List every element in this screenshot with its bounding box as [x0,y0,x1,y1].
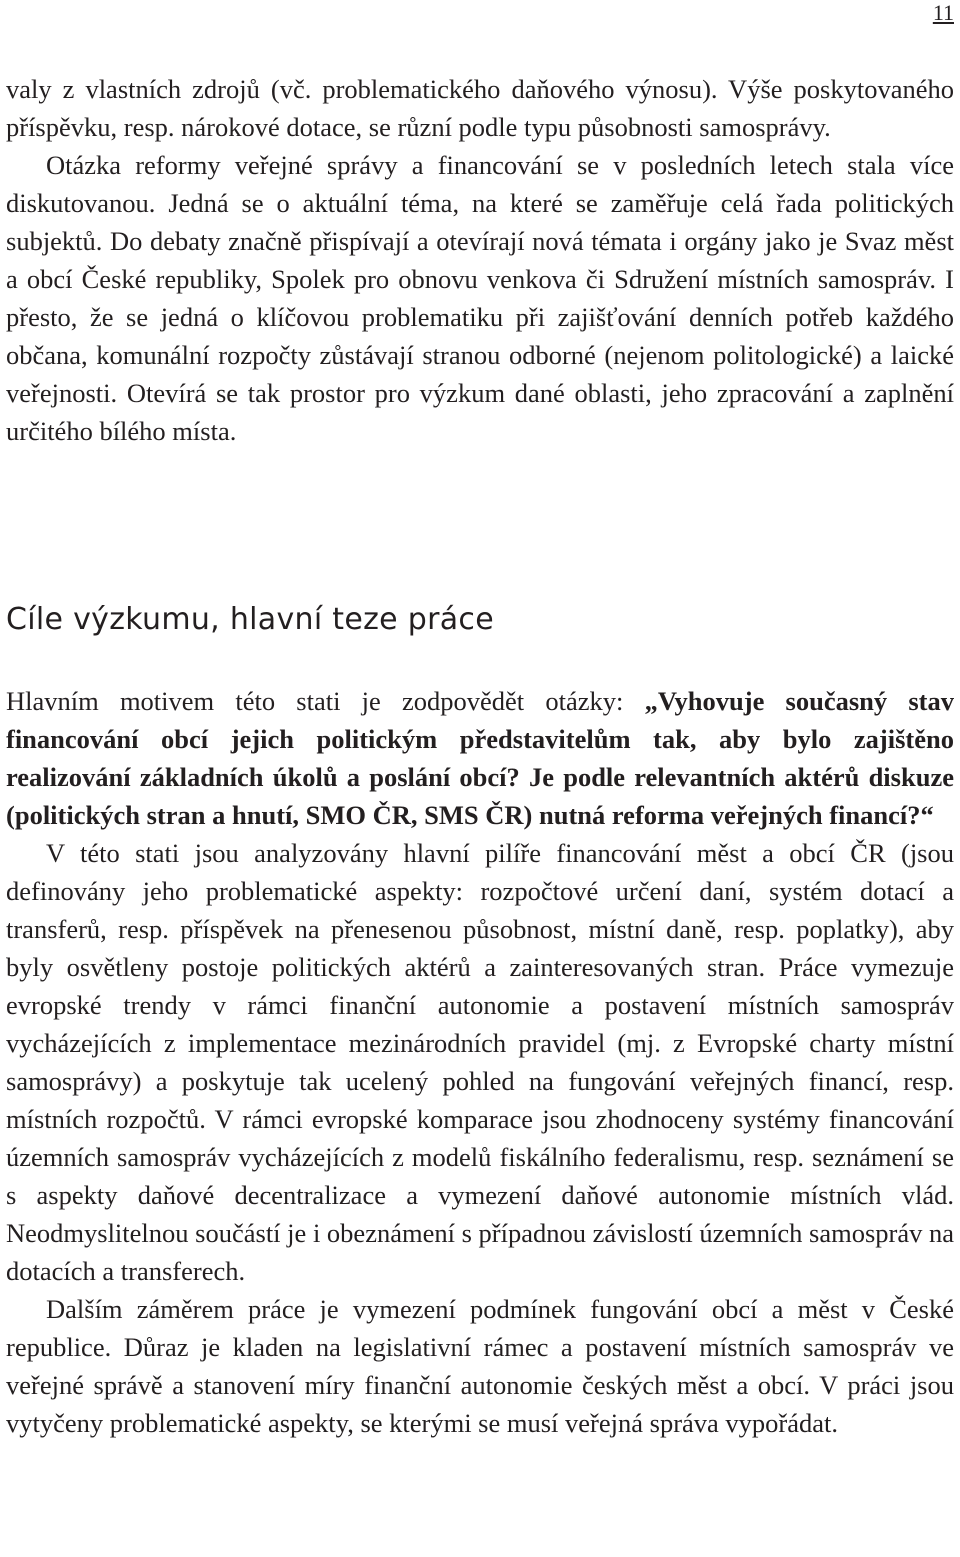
page-number: 11 [932,0,954,25]
paragraph: V této stati jsou analyzovány hlavní pilíře financování měst a obcí ČR (jsou definovány jeho problematické aspekty: rozpočtové určení daní, systém dotací a transferů, resp. příspěvek na přenesenou působnost, místní daně, resp. poplatky), aby byly osvětleny postoje politických aktérů a zainteresovaných stran. Práce vymezuje evropské trendy v rámci finanční autonomie a postavení místních samospráv vycházejících z implementace mezinárodních pravidel (mj. z Evropské charty místní samosprávy) a poskytuje tak ucelený pohled na fungování veřejných financí, resp. místních rozpočtů. V rámci evropské komparace jsou zhodnoceny systémy financování územních samospráv vycházejících z modelů fiskálního federalismu, resp. seznámení se s aspekty daňové decentralizace a vymezení daňové autonomie místních vlád. Neodmyslitelnou součástí je i obeznámení s případnou závislostí územních samospráv na dotacích a transferech. [6,838,954,1286]
section-body [6,682,954,1442]
intro-text [6,70,954,450]
research-question: „Vyhovuje současný stav financování obcí jejich politickým představitelům tak, aby bylo zajištěno realizování základních úkolů a poslání obcí? Je podle relevantních aktérů diskuze (politických stran a hnutí, SMO ČR, SMS ČR) nutná reforma veřejných financí?“ [6,686,954,830]
paragraph: Dalším záměrem práce je vymezení podmínek fungování obcí a měst v České republice. Důraz je kladen na legislativní rámec a postavení místních samospráv ve veřejné správě a stanovení míry finanční autonomie českých měst a obcí. V práci jsou vytyčeny problematické aspekty, se kterými se musí veřejná správa vypořádat. [6,1294,954,1438]
paragraph: valy z vlastních zdrojů (vč. problematického daňového výnosu). Výše poskytovaného příspěvku, resp. nárokové dotace, se různí podle typu působnosti samosprávy. [6,74,954,142]
paragraph: Otázka reformy veřejné správy a financování se v posledních letech stala více diskutovanou. Jedná se o aktuální téma, na které se zaměřuje celá řada politických subjektů. Do debaty značně přispívají a otevírají nová témata i orgány jako je Svaz měst a obcí České republiky, Spolek pro obnovu venkova či Sdružení místních samospráv. I přesto, že se jedná o klíčovou problematiku při zajišťování denních potřeb každého občana, komunální rozpočty zůstávají stranou odborné (nejenom politologické) a laické veřejnosti. Otevírá se tak prostor pro výzkum dané oblasti, jeho zpracování a zaplnění určitého bílého místa. [6,150,954,446]
lead-text: Hlavním motivem této stati je zodpovědět otázky: [6,686,645,716]
section-heading: Cíle výzkumu, hlavní teze práce [6,602,494,637]
research-question-paragraph [6,682,954,834]
